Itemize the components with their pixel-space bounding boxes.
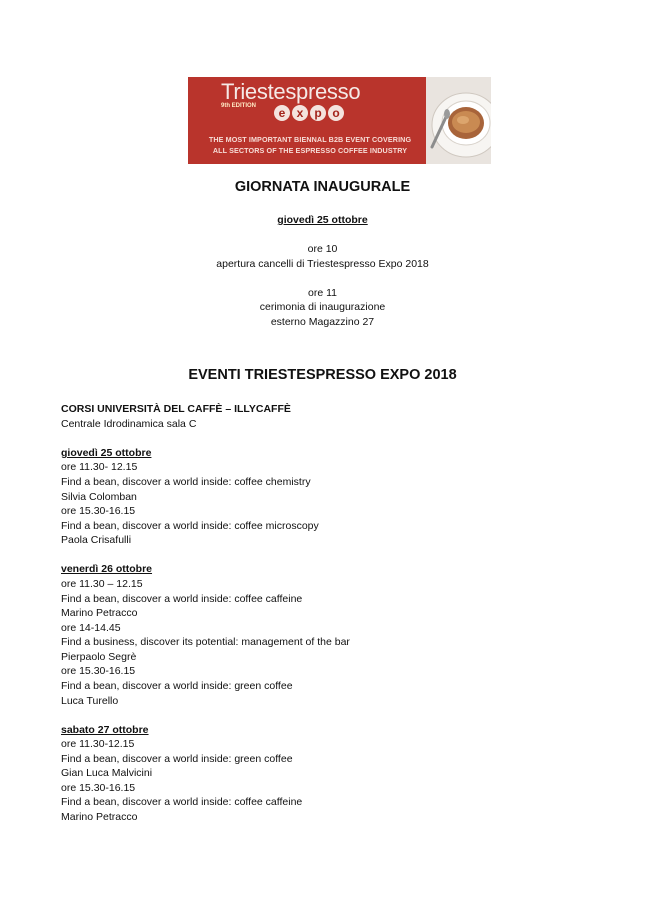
session-speaker: Marino Petracco xyxy=(61,607,138,619)
session-time: ore 15.30-16.15 xyxy=(61,782,136,794)
session-title: Find a bean, discover a world inside: coffee chemistry xyxy=(61,476,311,488)
session-title: Find a bean, discover a world inside: coffee caffeine xyxy=(61,796,303,808)
session-title: Find a bean, discover a world inside: coffee caffeine xyxy=(61,593,303,605)
session-speaker: Marino Petracco xyxy=(61,811,138,823)
session-speaker: Gian Luca Malvicini xyxy=(61,767,153,779)
inaugural-date: giovedì 25 ottobre xyxy=(277,214,368,226)
banner-expo-logo xyxy=(274,105,344,121)
expo-letter: o xyxy=(328,105,344,121)
inaugural-text-2: cerimonia di inaugurazione xyxy=(259,301,386,313)
session-title: Find a bean, discover a world inside: green coffee xyxy=(61,680,293,692)
session-time: ore 14-14.45 xyxy=(61,622,121,634)
session-time: ore 15.30-16.15 xyxy=(61,665,136,677)
session-time: ore 11.30- 12.15 xyxy=(61,461,138,473)
inaugural-time-1: ore 10 xyxy=(307,243,338,255)
inaugural-text-1: apertura cancelli di Triestespresso Expo 2018 xyxy=(216,258,429,270)
events-title: EVENTI TRIESTESPRESSO EXPO 2018 xyxy=(188,367,457,383)
session-speaker: Silvia Colomban xyxy=(61,491,137,503)
session-speaker: Paola Crisafulli xyxy=(61,534,132,546)
banner-brand: Triestespresso xyxy=(221,79,361,104)
session-time: ore 11.30 – 12.15 xyxy=(61,578,143,590)
session-speaker: Luca Turello xyxy=(61,695,119,707)
course-venue: Centrale Idrodinamica sala C xyxy=(61,418,197,430)
inaugural-title: GIORNATA INAUGURALE xyxy=(234,179,411,195)
espresso-cup-icon xyxy=(426,77,491,164)
session-time: ore 11.30-12.15 xyxy=(61,738,135,750)
day-date: venerdì 26 ottobre xyxy=(61,563,153,575)
session-speaker: Pierpaolo Segrè xyxy=(61,651,137,663)
inaugural-time-2: ore 11 xyxy=(308,287,337,299)
session-time: ore 15.30-16.15 xyxy=(61,505,136,517)
session-title: Find a bean, discover a world inside: green coffee xyxy=(61,753,293,765)
banner-edition: 9th EDITION xyxy=(221,103,257,109)
expo-letter: e xyxy=(274,105,290,121)
expo-banner xyxy=(188,77,491,164)
day-date: sabato 27 ottobre xyxy=(61,724,149,736)
banner-tagline-1: THE MOST IMPORTANT BIENNAL B2B EVENT COVERING xyxy=(208,135,412,144)
expo-letter: p xyxy=(310,105,326,121)
session-title: Find a business, discover its potential: management of the bar xyxy=(61,636,350,648)
espresso-cup-image xyxy=(426,77,491,164)
course-title: CORSI UNIVERSITÀ DEL CAFFÈ – ILLYCAFFÈ xyxy=(61,403,291,415)
inaugural-text-2b: esterno Magazzino 27 xyxy=(270,316,375,328)
banner-tagline-2: ALL SECTORS OF THE ESPRESSO COFFEE INDUSTRY xyxy=(212,146,408,155)
day-date: giovedì 25 ottobre xyxy=(61,447,152,459)
session-title: Find a bean, discover a world inside: coffee microscopy xyxy=(61,520,319,532)
expo-letter: x xyxy=(292,105,308,121)
